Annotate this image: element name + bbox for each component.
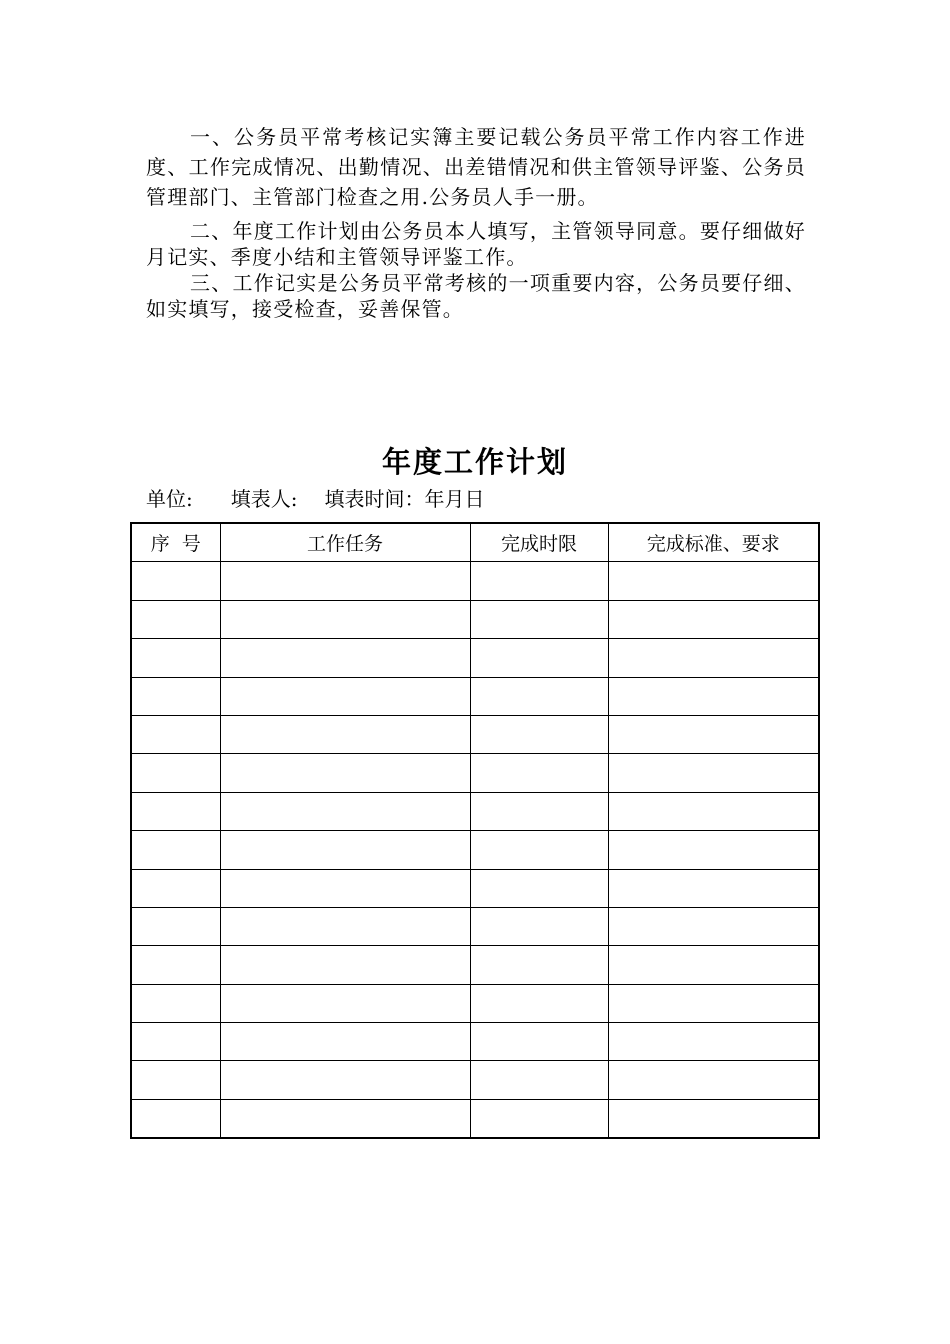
cell-work-task[interactable] [220,869,470,907]
table-row [131,831,819,869]
cell-work-task[interactable] [220,1099,470,1138]
table-header-row [131,523,819,562]
cell-work-task[interactable] [220,792,470,830]
cell-serial-number[interactable] [131,1023,220,1061]
cell-work-task[interactable] [220,1023,470,1061]
table-row [131,715,819,753]
header-deadline: 完成时限 [470,523,608,562]
cell-work-task[interactable] [220,984,470,1022]
plan-title: 年度工作计划 [381,445,568,479]
cell-deadline[interactable] [470,1099,608,1138]
cell-work-task[interactable] [220,639,470,677]
cell-serial-number[interactable] [131,1061,220,1099]
instructions-section [146,122,806,322]
cell-deadline[interactable] [470,1023,608,1061]
table-row [131,946,819,984]
instruction-paragraph-3: 三、工作记实是公务员平常考核的一项重要内容，公务员要仔细、如实填写，接受检查，妥善保管。 [146,271,806,321]
cell-work-task[interactable] [220,715,470,753]
cell-standard[interactable] [608,1061,819,1099]
cell-standard[interactable] [608,792,819,830]
date-label: 填表时间：年月日 [324,487,485,511]
cell-serial-number[interactable] [131,754,220,792]
table-row [131,677,819,715]
cell-serial-number[interactable] [131,869,220,907]
cell-deadline[interactable] [470,600,608,638]
cell-serial-number[interactable] [131,946,220,984]
cell-serial-number[interactable] [131,831,220,869]
instruction-paragraph-1: 一、公务员平常考核记实簿主要记载公务员平常工作内容工作进度、工作完成情况、出勤情况、出差错情况和供主管领导评鉴、公务员管理部门、主管部门检查之用.公务员人手一册。 [146,125,806,209]
cell-deadline[interactable] [470,869,608,907]
cell-standard[interactable] [608,715,819,753]
cell-standard[interactable] [608,984,819,1022]
cell-serial-number[interactable] [131,677,220,715]
cell-standard[interactable] [608,1099,819,1138]
cell-standard[interactable] [608,946,819,984]
cell-deadline[interactable] [470,639,608,677]
cell-work-task[interactable] [220,677,470,715]
unit-label: 单位: [146,487,193,511]
filler-label: 填表人: [230,487,298,511]
table-row [131,600,819,638]
cell-standard[interactable] [608,869,819,907]
cell-work-task[interactable] [220,562,470,600]
cell-standard[interactable] [608,831,819,869]
cell-standard[interactable] [608,907,819,945]
cell-serial-number[interactable] [131,907,220,945]
table-row [131,754,819,792]
cell-serial-number[interactable] [131,1099,220,1138]
cell-deadline[interactable] [470,946,608,984]
table-body [131,562,819,1138]
table-row [131,792,819,830]
cell-deadline[interactable] [470,715,608,753]
cell-deadline[interactable] [470,562,608,600]
cell-serial-number[interactable] [131,984,220,1022]
work-plan-table [130,522,820,1139]
table-row [131,984,819,1022]
cell-work-task[interactable] [220,907,470,945]
cell-deadline[interactable] [470,984,608,1022]
cell-standard[interactable] [608,754,819,792]
cell-serial-number[interactable] [131,792,220,830]
cell-work-task[interactable] [220,831,470,869]
instruction-paragraph-2: 二、年度工作计划由公务员本人填写，主管领导同意。要仔细做好月记实、季度小结和主管领导评鉴工作。 [146,219,806,269]
table-row [131,1023,819,1061]
table-row [131,1099,819,1138]
cell-standard[interactable] [608,600,819,638]
cell-deadline[interactable] [470,792,608,830]
table-row [131,1061,819,1099]
cell-standard[interactable] [608,562,819,600]
header-standard: 完成标准、要求 [608,523,819,562]
cell-deadline[interactable] [470,677,608,715]
cell-standard[interactable] [608,677,819,715]
cell-deadline[interactable] [470,1061,608,1099]
cell-serial-number[interactable] [131,562,220,600]
cell-work-task[interactable] [220,600,470,638]
cell-work-task[interactable] [220,946,470,984]
cell-standard[interactable] [608,639,819,677]
table-row [131,869,819,907]
cell-serial-number[interactable] [131,715,220,753]
header-serial-number: 序 号 [131,523,220,562]
table-row [131,562,819,600]
header-work-task: 工作任务 [220,523,470,562]
table-row [131,639,819,677]
cell-deadline[interactable] [470,754,608,792]
cell-deadline[interactable] [470,831,608,869]
cell-serial-number[interactable] [131,600,220,638]
form-meta-line [146,483,485,512]
table-row [131,907,819,945]
cell-deadline[interactable] [470,907,608,945]
cell-serial-number[interactable] [131,639,220,677]
cell-work-task[interactable] [220,754,470,792]
cell-work-task[interactable] [220,1061,470,1099]
cell-standard[interactable] [608,1023,819,1061]
